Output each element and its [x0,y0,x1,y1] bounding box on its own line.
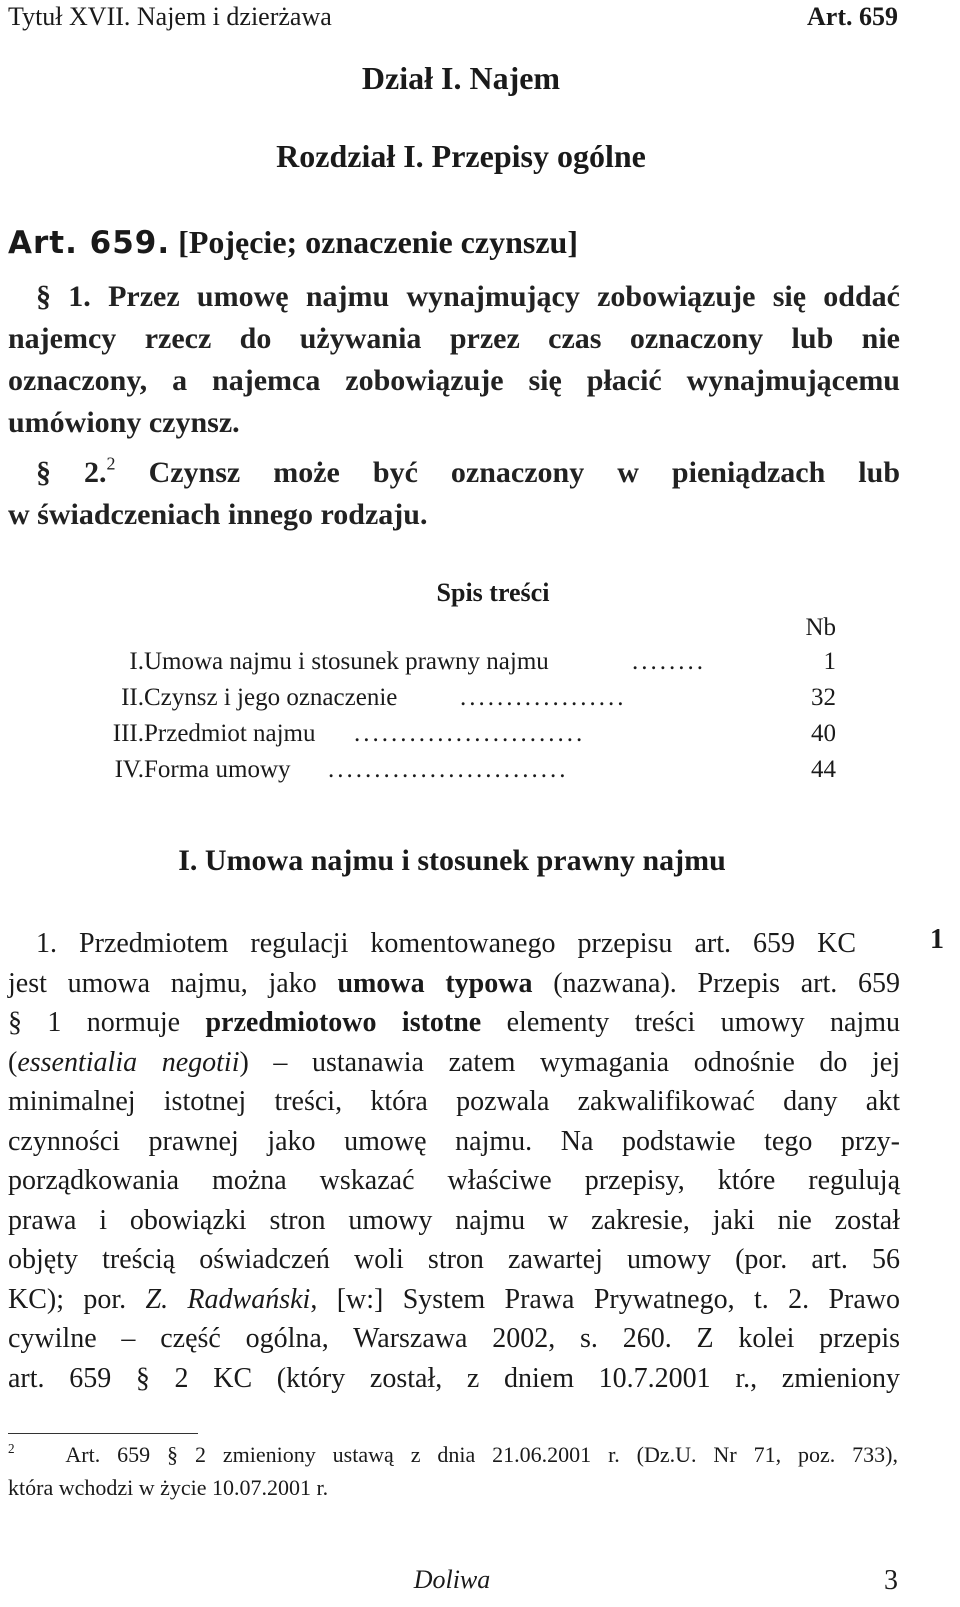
toc-page: 40 [811,720,836,747]
article-heading [8,224,578,261]
commentary-line [8,1003,900,1043]
division-title: Dział I. Najem [361,60,561,96]
commentary-line: art. 659 § 2 KC (który został, z dniem 10.7.2001 r., zmieniony [8,1362,900,1394]
text-run: ( [8,1046,18,1078]
toc-row[interactable] [100,684,836,718]
commentary-line [8,1043,900,1083]
toc-label: Przedmiot najmu [144,720,316,747]
toc-row[interactable] [100,720,836,754]
text-run: jest umowa najmu, jako [8,967,338,999]
commentary-line: porządkowania można wskazać właściwe przepisy, które regulują [8,1165,900,1196]
footnote-text: Art. 659 § 2 zmieniony ustawą z dnia 21.06.2001 r. (Dz.U. Nr 71, poz. 733), [65,1442,899,1467]
commentary-line: objęty treścią oświadczeń woli stron zawartej umowy (por. art. 56 [8,1244,900,1275]
emphasis-italic: essentialia negotii [17,1046,240,1078]
article-paragraph-2 [8,452,900,536]
text-run: , [w:] System Prawa Prywatnego, t. 2. Prawo [310,1283,900,1315]
commentary-line: czynności prawnej jako umowę najmu. Na podstawie tego przy- [8,1125,900,1157]
toc-roman: III. [112,720,144,747]
article-p1-line: oznaczony, a najemca zobowiązuje się płacić wynajmującemu [8,364,900,397]
commentary-body [8,924,900,1398]
toc-dots: ......................... [354,720,586,747]
toc-label: Umowa najmu i stosunek prawny najmu [144,648,549,675]
emphasis-bold: umowa typowa [337,967,533,999]
emphasis-bold: przedmiotowo istotne [205,1007,482,1038]
toc-title: Spis treści [436,578,550,607]
commentary-line: prawa i obowiązki stron umowy najmu w zakresie, jaki nie został [8,1204,900,1236]
footnote-ref: 2 [106,453,116,474]
toc-roman: IV. [114,756,144,783]
commentary-line [8,964,900,1004]
article-p2-text: Czynsz może być oznaczony w pieniądzach lub [148,456,901,489]
toc-label: Czynsz i jego oznaczenie [144,684,398,711]
page-number: 3 [884,1565,898,1596]
article-number: Art. 659. [8,225,171,261]
toc-row[interactable] [100,648,836,682]
toc-dots: .................. [460,684,627,711]
publisher-name: Doliwa [413,1565,491,1594]
article-paragraph-1 [8,276,900,444]
article-p1-line: najemcy rzecz do używania przez czas oznaczony lub nie [8,322,900,355]
toc-page: 32 [811,684,836,711]
article-p2-line: w świadczeniach innego rodzaju. [8,498,428,531]
toc-page: 1 [823,648,836,675]
running-head-left: Tytuł XVII. Najem i dzierżawa [8,2,332,31]
commentary-line: cywilne – część ogólna, Warszawa 2002, s. 260. Z kolei przepis [8,1323,900,1354]
article-p1-line: umówiony czynsz. [8,406,240,439]
text-run: (nazwana). Przepis art. 659 [532,967,900,999]
commentary-line: 1. Przedmiotem regulacji komentowanego przepisu art. 659 KC [36,928,856,959]
commentary-line [8,1280,900,1320]
toc-roman: I. [129,648,144,675]
toc-row[interactable] [100,756,836,790]
text-run: elementy treści umowy najmu [481,1007,900,1038]
article-title: [Pojęcie; oznaczenie czynszu] [178,224,578,260]
article-p1-line: § 1. Przez umowę najmu wynajmujący zobowiązuje się oddać [36,280,900,313]
section-sign: § 2. [36,456,107,489]
footnote-line [8,1438,898,1471]
footnote-mark: 2 [8,1440,15,1456]
toc-nb-header: Nb [805,614,836,641]
chapter-title: Rozdział I. Przepisy ogólne [276,138,646,174]
article-p2-line [8,452,900,494]
margin-number: 1 [930,924,944,955]
toc-roman: II. [121,684,144,711]
footnote-rule [8,1433,198,1434]
toc-dots: .......................... [328,756,569,783]
toc-dots: ........ [632,648,706,675]
text-run: § 1 normuje [8,1007,206,1038]
running-head-right: Art. 659 [807,2,898,31]
footnote [8,1438,898,1504]
footnote-line: która wchodzi w życie 10.07.2001 r. [8,1475,329,1500]
text-run: ) – ustanawia zatem wymagania odnośnie do jej [239,1046,900,1078]
toc-label: Forma umowy [144,756,291,783]
text-run: KC); por. [8,1283,146,1315]
author-name: Z. Radwański [145,1283,311,1315]
toc-page: 44 [811,756,836,783]
section-heading: I. Umowa najmu i stosunek prawny najmu [178,844,726,877]
commentary-line: minimalnej istotnej treści, która pozwala zakwalifikować dany akt [8,1086,900,1117]
